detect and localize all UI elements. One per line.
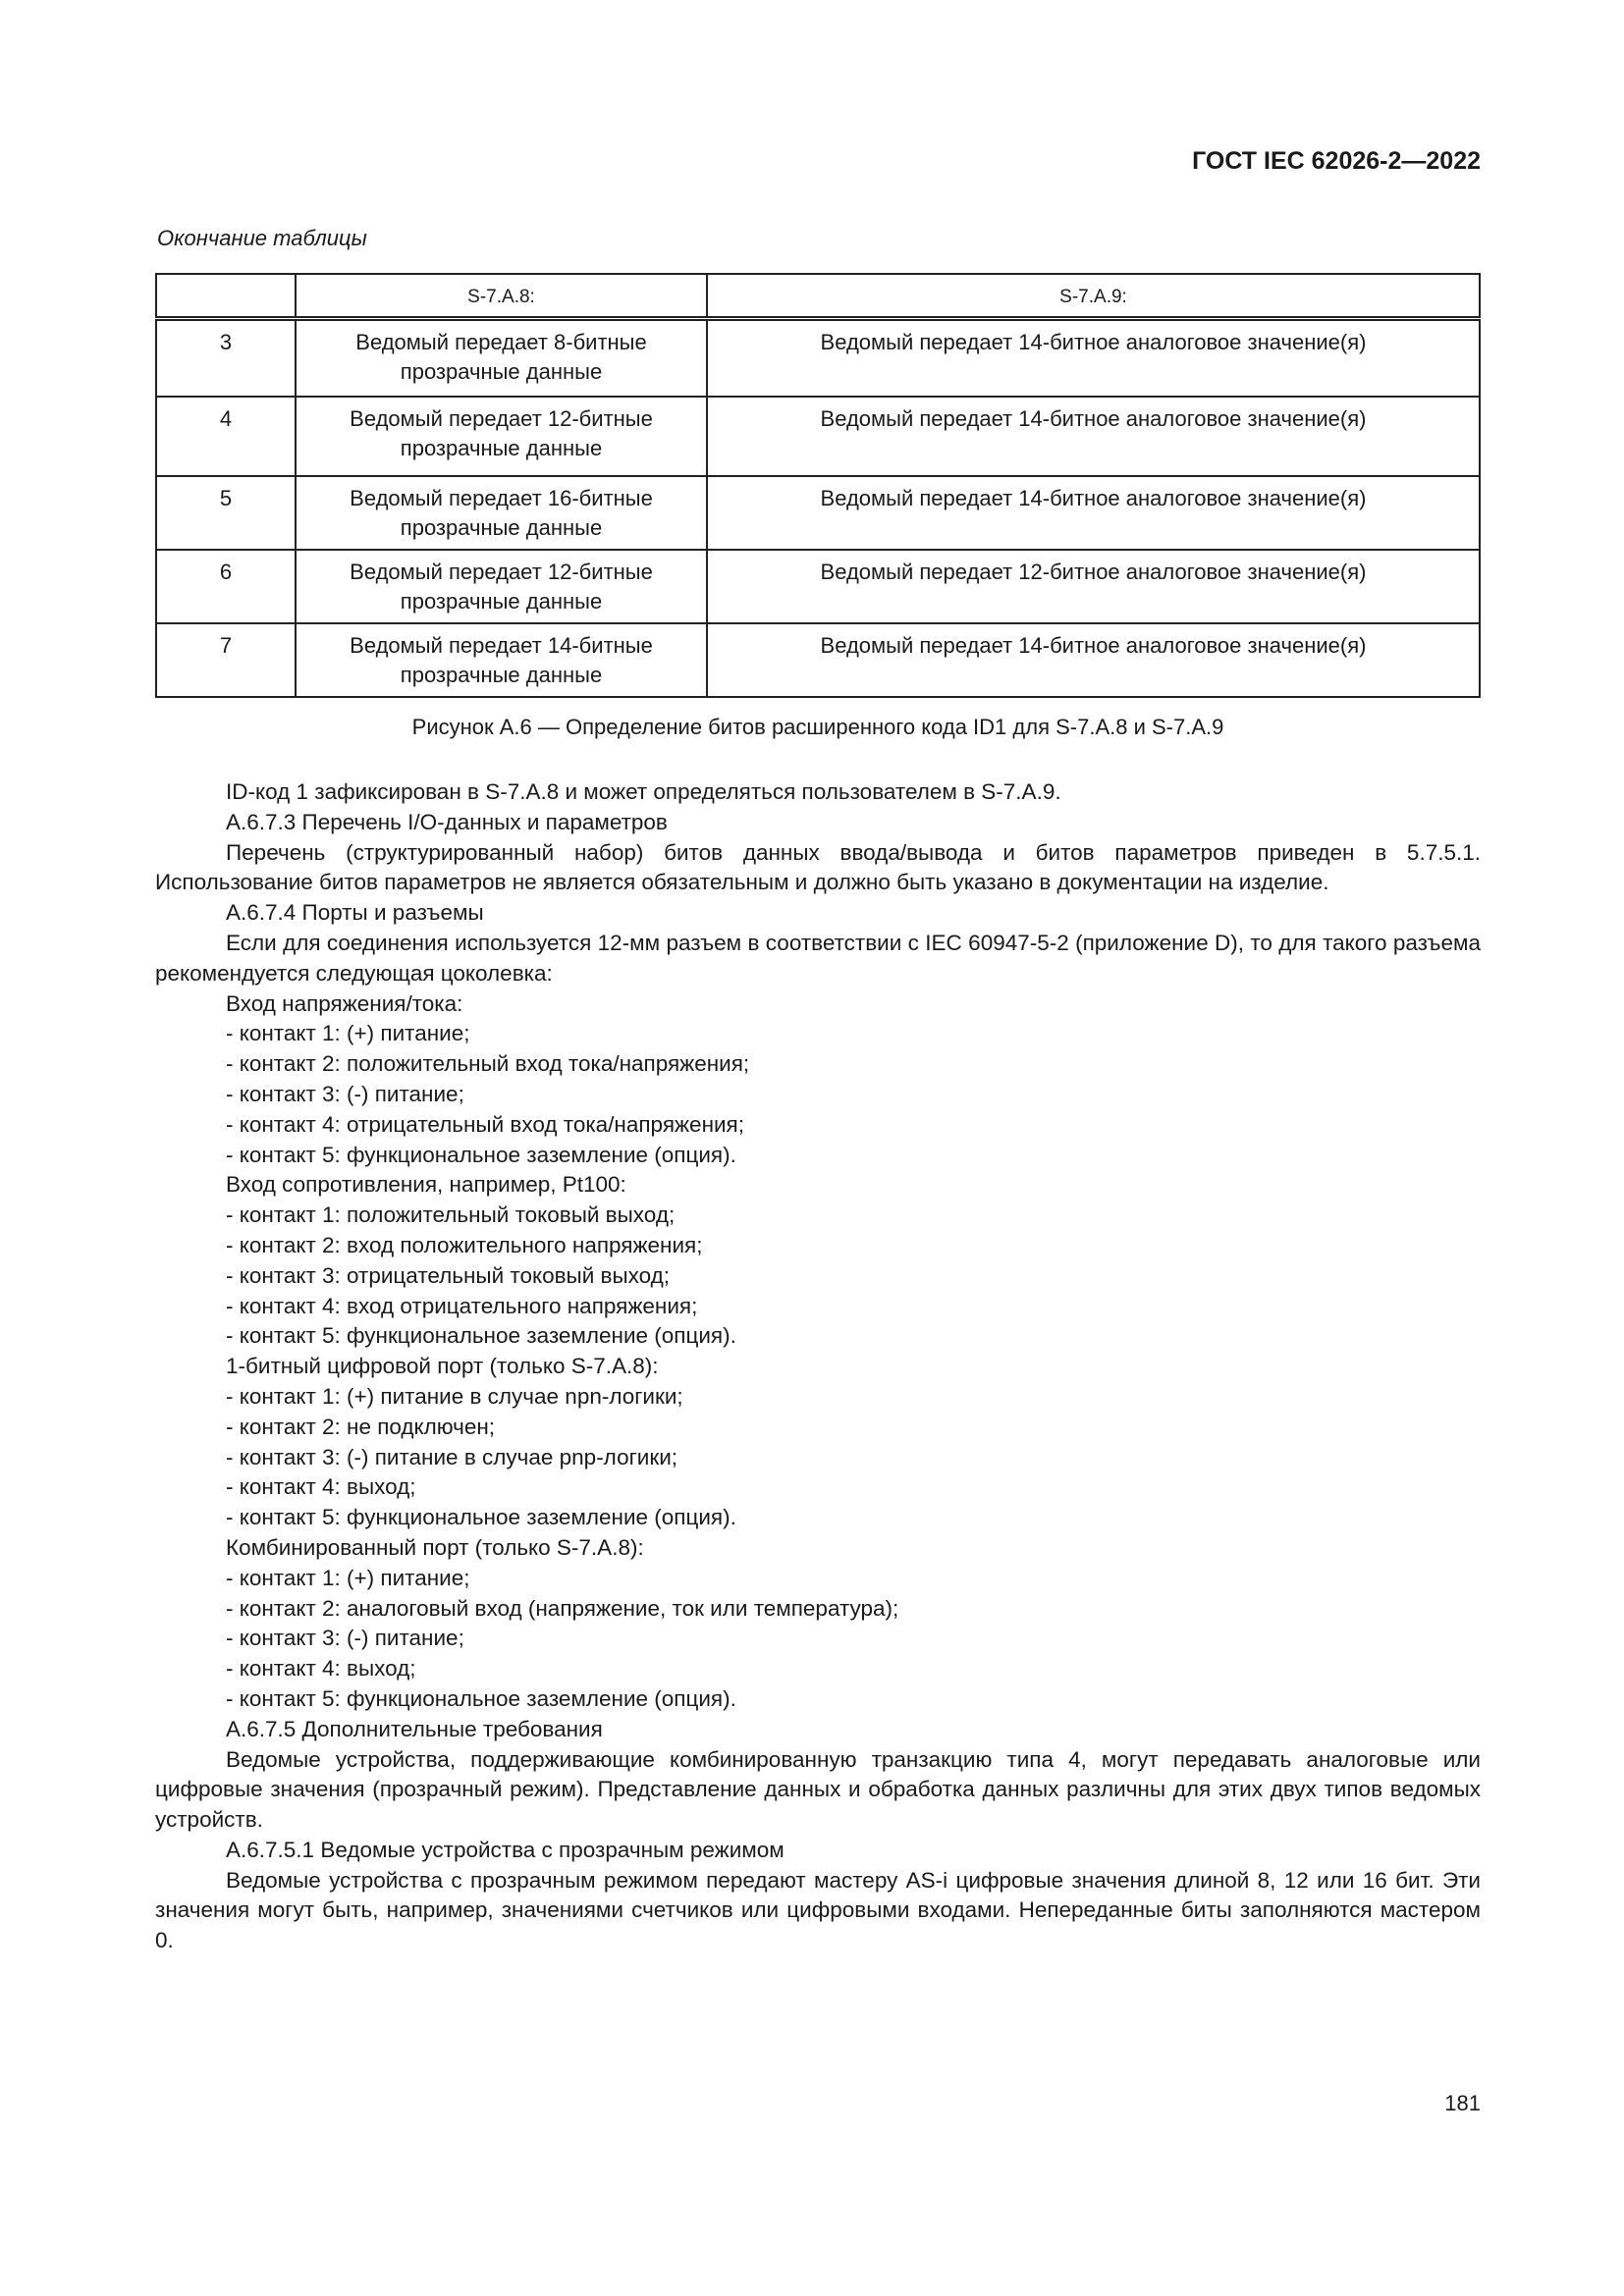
paragraph: - контакт 1: (+) питание; bbox=[226, 1021, 470, 1046]
table-row bbox=[156, 623, 1480, 697]
document-header: ГОСТ IEC 62026-2—2022 bbox=[1192, 147, 1481, 175]
paragraph: - контакт 2: аналоговый вход (напряжение, ток или температура); bbox=[226, 1595, 899, 1621]
table-cell: 5 bbox=[156, 476, 296, 550]
table-cell: 7 bbox=[156, 623, 296, 697]
paragraph: А.6.7.5 Дополнительные требования bbox=[226, 1716, 603, 1741]
paragraph: - контакт 4: выход; bbox=[226, 1474, 416, 1500]
table-header-row bbox=[156, 274, 1480, 319]
paragraph: Вход сопротивления, например, Pt100: bbox=[226, 1172, 626, 1198]
table-row bbox=[156, 397, 1480, 476]
paragraph: А.6.7.4 Порты и разъемы bbox=[226, 900, 484, 926]
paragraph: - контакт 3: (-) питание; bbox=[226, 1081, 464, 1106]
table-row bbox=[156, 550, 1480, 623]
paragraph: - контакт 1: положительный токовый выход; bbox=[226, 1202, 676, 1228]
paragraph: А.6.7.5.1 Ведомые устройства с прозрачным режимом bbox=[226, 1837, 785, 1862]
paragraph: - контакт 2: вход положительного напряжения; bbox=[226, 1232, 703, 1257]
table-cell: 3 bbox=[156, 319, 296, 397]
table-header-cell bbox=[156, 274, 296, 319]
table-header-cell: S-7.A.9: bbox=[707, 274, 1480, 319]
paragraph: - контакт 4: вход отрицательного напряжения; bbox=[226, 1293, 698, 1318]
paragraph: - контакт 5: функциональное заземление (опция). bbox=[226, 1323, 736, 1349]
paragraph: Ведомые устройства с прозрачным режимом передают мастеру AS-i цифровые значения длиной 8, 12 или 16 бит. Эти значения могут быть, например, значениями счетчиков или цифровыми входами. Непереданные биты заполняются мастером 0. bbox=[155, 1867, 1481, 1953]
table-cell: Ведомый передает 16-битные прозрачные данные bbox=[296, 476, 707, 550]
paragraph: - контакт 4: отрицательный вход тока/напряжения; bbox=[226, 1111, 744, 1137]
table-cell: 6 bbox=[156, 550, 296, 623]
table-cell: Ведомый передает 14-битные прозрачные данные bbox=[296, 623, 707, 697]
paragraph: - контакт 3: (-) питание; bbox=[226, 1626, 464, 1651]
table-cell: Ведомый передает 14-битное аналоговое значение(я) bbox=[707, 476, 1480, 550]
table-cell: Ведомый передает 8-битные прозрачные данные bbox=[296, 319, 707, 397]
table-cell: Ведомый передает 12-битные прозрачные данные bbox=[296, 397, 707, 476]
paragraph: - контакт 5: функциональное заземление (опция). bbox=[226, 1142, 736, 1167]
table-cell: Ведомый передает 14-битное аналоговое значение(я) bbox=[707, 397, 1480, 476]
page-number: 181 bbox=[1444, 2091, 1481, 2115]
paragraph: Комбинированный порт (только S-7.A.8): bbox=[226, 1534, 644, 1560]
paragraph: - контакт 5: функциональное заземление (опция). bbox=[226, 1505, 736, 1530]
paragraph: - контакт 2: не подключен; bbox=[226, 1414, 496, 1439]
paragraph: Ведомые устройства, поддерживающие комбинированную транзакцию типа 4, могут передавать аналоговые или цифровые значения (прозрачный режим). Представление данных и обработка данных различны для этих двух типов ведомых устройств. bbox=[155, 1746, 1481, 1833]
paragraph: Перечень (структурированный набор) битов данных ввода/вывода и битов параметров приведен в 5.7.5.1. Использование битов параметров не является обязательным и должно быть указано в документации на изделие. bbox=[155, 839, 1481, 895]
paragraph: Если для соединения используется 12-мм разъем в соответствии с IEC 60947-5-2 (приложение D), то для такого разъема рекомендуется следующая цоколевка: bbox=[155, 930, 1481, 986]
table-row bbox=[156, 319, 1480, 397]
table-cell: Ведомый передает 12-битное аналоговое значение(я) bbox=[707, 550, 1480, 623]
paragraph: - контакт 3: (-) питание в случае pnp-логики; bbox=[226, 1444, 678, 1469]
figure-caption: Рисунок А.6 — Определение битов расширенного кода ID1 для S-7.A.8 и S-7.A.9 bbox=[411, 715, 1224, 739]
paragraph: - контакт 1: (+) питание в случае npn-логики; bbox=[226, 1383, 683, 1409]
table-cell: 4 bbox=[156, 397, 296, 476]
paragraph: Вход напряжения/тока: bbox=[226, 990, 463, 1016]
body-text bbox=[155, 777, 1481, 1956]
table-header-cell: S-7.A.8: bbox=[296, 274, 707, 319]
table-cell: Ведомый передает 14-битное аналоговое значение(я) bbox=[707, 623, 1480, 697]
table-cell: Ведомый передает 12-битные прозрачные данные bbox=[296, 550, 707, 623]
paragraph: - контакт 1: (+) питание; bbox=[226, 1565, 470, 1590]
paragraph: - контакт 2: положительный вход тока/напряжения; bbox=[226, 1051, 750, 1077]
table-continuation-label: Окончание таблицы bbox=[157, 226, 367, 250]
table-row bbox=[156, 476, 1480, 550]
paragraph: - контакт 4: выход; bbox=[226, 1656, 416, 1682]
table-cell: Ведомый передает 14-битное аналоговое значение(я) bbox=[707, 319, 1480, 397]
paragraph: А.6.7.3 Перечень I/O-данных и параметров bbox=[226, 809, 668, 834]
paragraph: ID-код 1 зафиксирован в S-7.A.8 и может определяться пользователем в S-7.A.9. bbox=[226, 779, 1061, 804]
paragraph: - контакт 5: функциональное заземление (опция). bbox=[226, 1685, 736, 1711]
paragraph: - контакт 3: отрицательный токовый выход; bbox=[226, 1262, 671, 1288]
paragraph: 1-битный цифровой порт (только S-7.A.8): bbox=[226, 1354, 659, 1379]
id1-bits-table bbox=[155, 273, 1481, 698]
